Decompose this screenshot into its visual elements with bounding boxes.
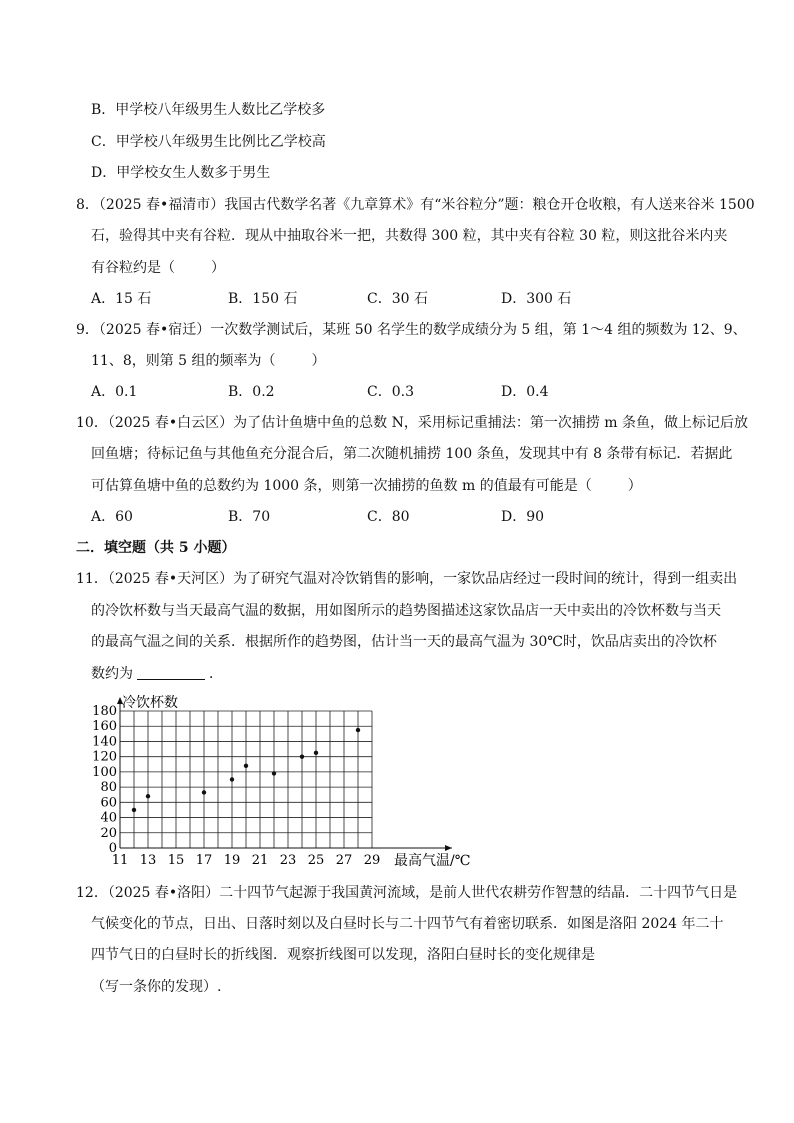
q8-option-c: C．30 石	[367, 291, 428, 307]
scatter-chart	[92, 690, 490, 870]
q10-stem-end: 可估算鱼塘中鱼的总数约为 1000 条，则第一次捕捞的鱼数 m 的值最有可能是（	[91, 478, 592, 494]
q11-line-2: 的冷饮杯数与当天最高气温的数据，用如图所示的趋势图描述这家饮品店一天中卖出的冷饮杯数与当天	[91, 603, 721, 619]
y-tick-label: 100	[92, 764, 117, 780]
q11-line-1: 11．（2025 春•天河区）为了研究气温对冷饮销售的影响，一家饮品店经过一段时间的统计，得到一组卖出	[76, 571, 738, 587]
q10-line-2: 回鱼塘；待标记鱼与其他鱼充分混合后，第二次随机捕捞 100 条鱼，发现其中有 8 条带有标记．若据此	[91, 446, 733, 462]
y-tick-label: 160	[92, 719, 117, 735]
q12-line-3: 四节气日的白昼时长的折线图．观察折线图可以发现，洛阳白昼时长的变化规律是	[91, 947, 595, 963]
x-axis-label: 最高气温/℃	[394, 853, 471, 869]
q9-line-2	[91, 351, 326, 371]
q12-line-1: 12．（2025 春•洛阳）二十四节气起源于我国黄河流域，是前人世代农耕劳作智慧的结晶．二十四节气日是	[76, 885, 738, 901]
x-tick-label: 11	[111, 853, 129, 868]
data-point	[146, 794, 150, 798]
y-tick-label: 80	[100, 780, 117, 796]
data-point	[244, 764, 248, 768]
option-c: C．甲学校八年级男生比例比乙学校高	[91, 134, 326, 150]
q8-line-3	[91, 258, 225, 278]
x-tick-label: 23	[279, 853, 297, 868]
option-b: B．甲学校八年级男生人数比乙学校多	[91, 102, 326, 118]
answer-blank[interactable]	[137, 665, 205, 680]
q8-option-a: A．15 石	[91, 291, 152, 307]
y-tick-label: 40	[100, 810, 117, 826]
y-tick-label: 60	[100, 795, 117, 811]
q10-options	[91, 507, 651, 527]
q8-options	[91, 289, 651, 309]
data-point	[356, 728, 360, 732]
q8-option-b: B．150 石	[228, 291, 298, 307]
x-tick-label: 25	[307, 853, 325, 868]
q11-stem-end: 数约为	[91, 666, 133, 682]
q8-line-2: 石，验得其中夹有谷粒．现从中抽取谷米一把，共数得 300 粒，其中夹有谷粒 30 粒，则这批谷米内夹	[91, 228, 728, 244]
y-axis-label: 冷饮杯数	[122, 695, 178, 711]
q8-paren-close: ）	[211, 260, 225, 276]
q12-line-4: （写一条你的发现）.	[91, 979, 222, 995]
q9-option-d: D．0.4	[501, 384, 549, 400]
q10-option-b: B．70	[228, 509, 271, 525]
q10-line-3	[91, 476, 642, 496]
q9-option-c: C．0.3	[367, 384, 414, 400]
y-tick-label: 140	[92, 734, 117, 750]
x-axis-arrow	[445, 845, 452, 851]
q9-option-b: B．0.2	[228, 384, 275, 400]
data-point	[132, 808, 136, 812]
data-point	[202, 790, 206, 794]
data-point	[300, 754, 304, 758]
x-tick-label: 15	[167, 853, 185, 868]
q10-line-1: 10．（2025 春•白云区）为了估计鱼塘中鱼的总数 N，采用标记重捕法：第一次捕捞 m 条鱼，做上标记后放	[76, 415, 749, 431]
x-tick-label: 13	[139, 853, 157, 868]
q12-line-2: 气候变化的节点，日出、日落时刻以及白昼时长与二十四节气有着密切联系．如图是洛阳 2024 年二十	[91, 916, 724, 932]
y-tick-label: 120	[92, 749, 117, 765]
q11-line-4	[91, 664, 223, 684]
q9-option-a: A．0.1	[91, 384, 138, 400]
q8-line-1: 8．（2025 春•福清市）我国古代数学名著《九章算术》有“米谷粒分”题：粮仓开仓收粮，有人送来谷米 1500	[76, 197, 755, 213]
q10-option-d: D．90	[501, 509, 545, 525]
x-tick-label: 27	[335, 853, 353, 868]
q10-option-a: A．60	[91, 509, 133, 525]
q9-line-1: 9．（2025 春•宿迁）一次数学测试后，某班 50 名学生的数学成绩分为 5 组，第 1～4 组的频数为 12、9、	[76, 322, 747, 338]
q10-paren-close: ）	[627, 478, 642, 494]
q9-stem-end: 11、8，则第 5 组的频率为（	[91, 353, 276, 369]
x-tick-label: 19	[223, 853, 241, 868]
y-tick-label: 20	[100, 825, 117, 841]
q8-option-d: D．300 石	[501, 291, 572, 307]
data-point	[314, 751, 318, 755]
data-point	[230, 777, 234, 781]
q10-option-c: C．80	[367, 509, 410, 525]
q9-options	[91, 382, 651, 402]
q11-line-3: 的最高气温之间的关系．根据所作的趋势图，估计当一天的最高气温为 30℃时，饮品店卖出的冷饮杯	[91, 634, 717, 650]
data-point	[272, 771, 276, 775]
q9-paren-close: ）	[311, 353, 326, 369]
x-tick-label: 17	[195, 853, 213, 868]
y-tick-label: 0	[108, 841, 117, 856]
section-title-fill-in: 二．填空题（共 5 小题）	[76, 540, 236, 556]
x-tick-label: 29	[363, 853, 381, 868]
q8-stem-end: 有谷粒约是（	[91, 260, 175, 276]
x-tick-label: 21	[251, 853, 269, 868]
option-d: D．甲学校女生人数多于男生	[91, 165, 271, 181]
q11-period: ．	[209, 666, 223, 682]
y-tick-label: 180	[92, 704, 117, 719]
